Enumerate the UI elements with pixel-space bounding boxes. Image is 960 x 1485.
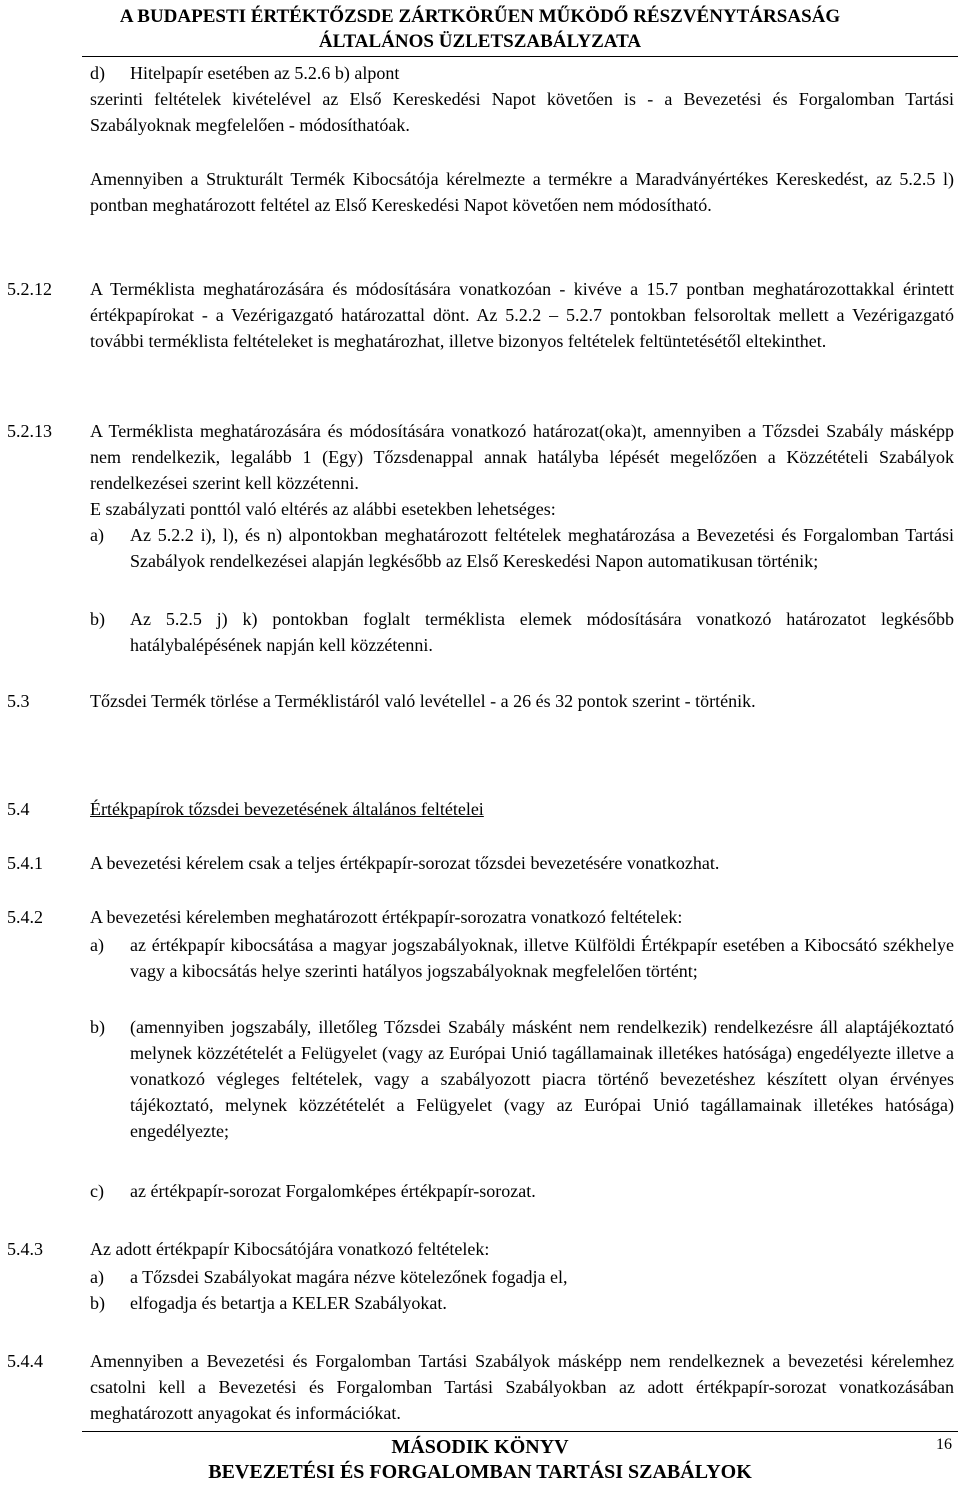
list-item bbox=[90, 1290, 954, 1316]
section-number: 5.4.4 bbox=[7, 1351, 43, 1371]
list-label: a) bbox=[90, 935, 104, 955]
footer-rule bbox=[82, 1431, 958, 1432]
list-item bbox=[90, 1178, 954, 1204]
section-5-3-text: Tőzsdei Termék törlése a Terméklistáról való levétellel - a 26 és 32 pontok szerint - történik. bbox=[90, 691, 756, 711]
list-text: Az 5.2.2 i), l), és n) alpontokban meghatározott feltételek meghatározása a Bevezetési és Forgalomban Tartási Szabályok rendelkezései alapján legkésőbb az Első Kereskedési Napon automatikusan történik; bbox=[130, 525, 954, 571]
section-5-2-13-text: A Terméklista meghatározására és módosítására vonatkozó határozat(oka)t, amennyiben a Tőzsdei Szabály másképp nem rendelkezik, legalább 1 (Egy) Tőzsdenappal annak hatályba lépését megelőzően a Közzétételi Szabályok rendelkezései szerint kell közzétenni. bbox=[90, 421, 954, 493]
section-5-4-1-text: A bevezetési kérelem csak a teljes értékpapír-sorozat tőzsdei bevezetésére vonatkozhat. bbox=[90, 853, 720, 873]
section-5-4-2-intro: A bevezetési kérelemben meghatározott értékpapír-sorozatra vonatkozó feltételek: bbox=[90, 907, 683, 927]
footer-section-title: BEVEZETÉSI ÉS FORGALOMBAN TARTÁSI SZABÁLYOK bbox=[208, 1461, 752, 1483]
list-text: (amennyiben jogszabály, illetőleg Tőzsdei Szabály másként nem rendelkezik) rendelkezésre áll alaptájékoztató melynek közzétételét a Felügyelet (vagy az Európai Unió tagállamainak illetékes hatósága) engedélyezte illetve a vonatkozó végleges feltételek, vagy a szabályozott piacra történő bevezetéshez készített olyan érvényes tájékoztató, melynek közzétételét a Felügyelet (vagy az Európai Unió tagállamainak illetékes hatósága) engedélyezte; bbox=[130, 1017, 954, 1141]
list-text: az értékpapír kibocsátása a magyar jogszabályoknak, illetve Külföldi Értékpapír esetében a Kibocsátó székhelye vagy a kibocsátás helye szerinti hatályos jogszabályoknak megfelelően történt; bbox=[130, 935, 954, 981]
list-text: a Tőzsdei Szabályokat magára nézve kötelezőnek fogadja el, bbox=[130, 1267, 568, 1287]
list-label: d) bbox=[90, 63, 105, 83]
list-label: a) bbox=[90, 1267, 104, 1287]
document-header-title: A BUDAPESTI ÉRTÉKTŐZSDE ZÁRTKÖRŰEN MŰKÖDŐ RÉSZVÉNYTÁRSASÁG bbox=[119, 6, 841, 27]
list-item bbox=[90, 1264, 954, 1290]
list-label: b) bbox=[90, 1293, 105, 1313]
section-5-2-12-text: A Terméklista meghatározására és módosítására vonatkozóan - kivéve a 15.7 pontban meghatározottakkal érintett értékpapírokat - a Vezérigazgató határozattal dönt. Az 5.2.2 – 5.2.7 pontokban felsoroltak mellett a Vezérigazgató további terméklista feltételeket is meghatározhat, illetve bizonyos feltételek feltüntetésétől eltekinthet. bbox=[90, 279, 954, 351]
section-number: 5.3 bbox=[7, 691, 30, 711]
section-number: 5.4.2 bbox=[7, 907, 43, 927]
list-item bbox=[90, 1014, 954, 1170]
section-5-2-13-intro: E szabályzati ponttól való eltérés az alábbi esetekben lehetséges: bbox=[90, 499, 556, 519]
paragraph-d-continuation: szerinti feltételek kivételével az Első Kereskedési Napot követően is - a Bevezetési és Forgalomban Tartási Szabályoknak megfelelően - módosíthatóak. bbox=[90, 89, 954, 135]
section-5-4-4-text: Amennyiben a Bevezetési és Forgalomban Tartási Szabályok másképp nem rendelkeznek a bevezetési kérelemhez csatolni kell a Bevezetési és Forgalomban Tartási Szabályokban az adott értékpapír-sorozat vonatkozásában meghatározott anyagokat és információkat. bbox=[90, 1351, 954, 1423]
section-number: 5.4.3 bbox=[7, 1239, 43, 1259]
list-text: Hitelpapír esetében az 5.2.6 b) alpont bbox=[130, 63, 400, 83]
list-item bbox=[90, 606, 954, 658]
section-number: 5.2.12 bbox=[7, 279, 52, 299]
list-label: c) bbox=[90, 1181, 104, 1201]
list-text: az értékpapír-sorozat Forgalomképes értékpapír-sorozat. bbox=[130, 1181, 536, 1201]
section-number: 5.4 bbox=[7, 799, 30, 819]
header-rule bbox=[82, 56, 958, 57]
section-number: 5.2.13 bbox=[7, 421, 52, 441]
list-item bbox=[90, 932, 954, 1010]
section-5-4-heading: Értékpapírok tőzsdei bevezetésének általános feltételei bbox=[90, 799, 484, 819]
list-label: b) bbox=[90, 1017, 105, 1037]
section-number: 5.4.1 bbox=[7, 853, 43, 873]
document-header-subtitle: ÁLTALÁNOS ÜZLETSZABÁLYZATA bbox=[318, 31, 642, 52]
footer-book-title: MÁSODIK KÖNYV bbox=[391, 1436, 569, 1458]
list-label: b) bbox=[90, 609, 105, 629]
list-text: Az 5.2.5 j) k) pontokban foglalt terméklista elemek módosítására vonatkozó határozatot legkésőbb hatálybalépésének napján kell közzétenni. bbox=[130, 609, 954, 655]
list-item bbox=[90, 522, 954, 600]
list-text: elfogadja és betartja a KELER Szabályokat. bbox=[130, 1293, 447, 1313]
list-label: a) bbox=[90, 525, 104, 545]
section-5-4-3-intro: Az adott értékpapír Kibocsátójára vonatkozó feltételek: bbox=[90, 1239, 490, 1259]
page-number: 16 bbox=[936, 1436, 952, 1453]
paragraph-residual-value: Amennyiben a Strukturált Termék Kibocsátója kérelmezte a termékre a Maradványértékes Kereskedést, az 5.2.5 l) pontban meghatározott feltétel az Első Kereskedési Napot követően nem módosítható. bbox=[90, 169, 954, 215]
